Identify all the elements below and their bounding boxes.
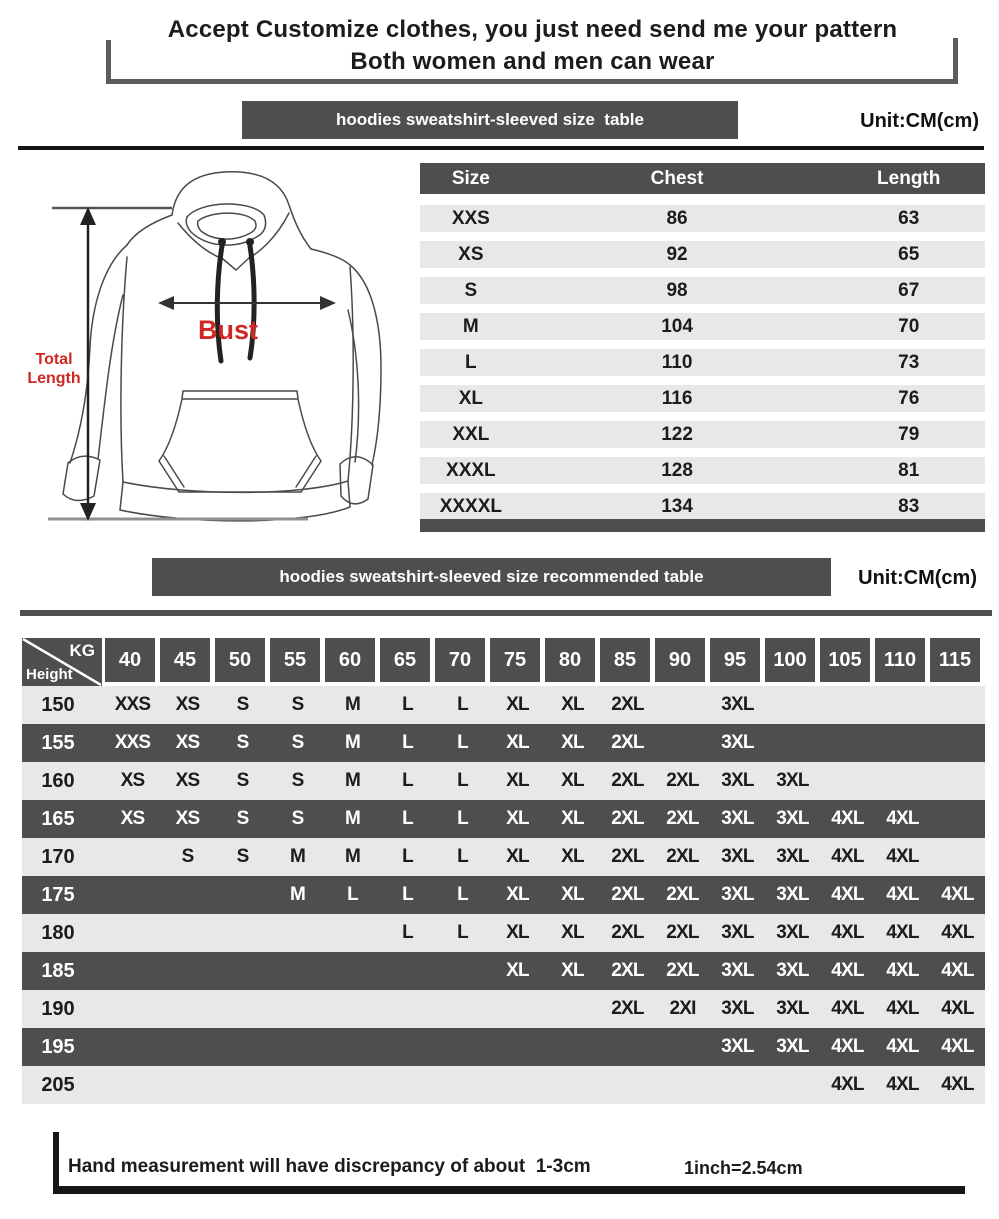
size-table-cell-chest: 116: [661, 388, 693, 409]
size-table-cell-size: S: [464, 280, 478, 301]
matrix-cell: 3XL: [776, 922, 809, 943]
bust-label: Bust: [198, 315, 258, 345]
matrix-cell: S: [236, 808, 249, 829]
matrix-cell: XL: [506, 922, 529, 943]
matrix-cell: 4XL: [831, 960, 864, 981]
matrix-cell: 2XL: [666, 808, 699, 829]
matrix-cell: 3XL: [721, 770, 754, 791]
matrix-row-label: 190: [41, 998, 75, 1020]
pocket-top-band: [182, 391, 298, 399]
matrix-cell: M: [344, 808, 361, 829]
size-table-cell-size: XXL: [452, 424, 490, 445]
size-table-row: [420, 349, 985, 376]
footer-bracket-horizontal: [53, 1186, 965, 1194]
total-length-label-1: Total: [35, 351, 73, 368]
matrix-column-header: 80: [545, 638, 595, 682]
matrix-cell: S: [236, 694, 249, 715]
matrix-cell: 4XL: [941, 1074, 974, 1095]
matrix-row-label: 205: [41, 1074, 75, 1096]
size-table-cell-length: 65: [898, 244, 920, 265]
matrix-row: [22, 762, 985, 800]
size-table-cell-length: 76: [898, 388, 920, 409]
matrix-cell: XL: [561, 732, 584, 753]
matrix-cell: 4XL: [886, 998, 919, 1019]
size-table-cell-length: 63: [898, 208, 920, 229]
size-table-row: [420, 241, 985, 268]
matrix-cell: XL: [561, 922, 584, 943]
matrix-cell: L: [402, 884, 413, 905]
matrix-column-header: 85: [600, 638, 650, 682]
matrix-cell: XL: [506, 732, 529, 753]
measurement-note: Hand measurement will have discrepancy of about 1-3cm: [68, 1156, 591, 1177]
matrix-row: [22, 952, 985, 990]
matrix-cell: 2XL: [611, 770, 644, 791]
matrix-cell: 2XL: [611, 884, 644, 905]
hem-ends: [120, 481, 350, 510]
matrix-row-label: 165: [41, 808, 75, 830]
matrix-cell: L: [457, 694, 468, 715]
size-table-cell-size: XXS: [451, 208, 490, 229]
matrix-cell: L: [457, 884, 468, 905]
title-bracket-left: [106, 40, 111, 84]
sleeve-left-inner: [98, 295, 123, 459]
pocket-slit-left: [159, 456, 184, 492]
bust-arrow: [158, 296, 336, 310]
matrix-cell: M: [344, 770, 361, 791]
matrix-column-header: 90: [655, 638, 705, 682]
matrix-cell: XL: [561, 694, 584, 715]
cuff-left: [63, 456, 100, 500]
size-table-cell-size: XXXXL: [439, 496, 502, 517]
matrix-corner-cell: [22, 638, 102, 686]
size-table-cell-chest: 92: [666, 244, 688, 265]
matrix-cell: XL: [506, 960, 529, 981]
size-table-cell-length: 73: [898, 352, 920, 373]
matrix-cell: XS: [120, 808, 145, 829]
matrix-row: [22, 800, 985, 838]
size-table-cell-length: 79: [898, 424, 920, 445]
matrix-cell: S: [291, 694, 304, 715]
title-bracket-right: [953, 38, 958, 84]
size-table-cell-chest: 86: [666, 208, 688, 229]
matrix-cell: 3XL: [721, 922, 754, 943]
matrix-row-label: 150: [41, 694, 75, 716]
matrix-cell: 3XL: [721, 960, 754, 981]
matrix-cell: S: [291, 808, 304, 829]
matrix-cell: 2XL: [666, 846, 699, 867]
matrix-cell: XL: [561, 884, 584, 905]
matrix-cell: 4XL: [886, 1036, 919, 1057]
matrix-column-header: 95: [710, 638, 760, 682]
matrix-cell: 2XL: [611, 998, 644, 1019]
matrix-column-header: 40: [105, 638, 155, 682]
unit-label-1: Unit:CM(cm): [860, 110, 979, 132]
size-table-cell-chest: 104: [661, 316, 693, 337]
size-table-row: [420, 277, 985, 304]
hem-top: [123, 481, 348, 492]
size-table-rows: [420, 205, 985, 520]
corner-height-label: Height: [26, 666, 73, 683]
matrix-cell: 4XL: [941, 1036, 974, 1057]
matrix-cell: XS: [175, 732, 200, 753]
matrix-cell: XS: [175, 694, 200, 715]
matrix-cell: 2XI: [669, 998, 696, 1019]
matrix-row-label: 180: [41, 922, 75, 944]
footer-bracket-vertical: [53, 1132, 59, 1192]
size-table: [420, 163, 985, 529]
matrix-cell: XL: [506, 846, 529, 867]
size-table-row: [420, 313, 985, 340]
matrix-cell: S: [236, 732, 249, 753]
matrix-cell: XL: [561, 960, 584, 981]
matrix-cell: 2XL: [611, 922, 644, 943]
matrix-row: [22, 876, 985, 914]
neck-v: [223, 258, 249, 270]
matrix-row: [22, 686, 985, 724]
matrix-row-label: 175: [41, 884, 75, 906]
matrix-cell: M: [344, 694, 361, 715]
matrix-cell: XS: [175, 808, 200, 829]
matrix-cell: 2XL: [611, 846, 644, 867]
matrix-row: [22, 1066, 985, 1104]
matrix-cell: 3XL: [776, 846, 809, 867]
size-table-cell-chest: 110: [661, 352, 693, 373]
size-table-cell-size: XXXL: [446, 460, 496, 481]
size-table-row: [420, 493, 985, 520]
matrix-cell: XL: [561, 770, 584, 791]
hoodie-diagram: [10, 165, 415, 550]
matrix-column-header: 65: [380, 638, 430, 682]
matrix-cell: 3XL: [776, 1036, 809, 1057]
matrix-cell: 4XL: [886, 884, 919, 905]
matrix-cell: 3XL: [776, 960, 809, 981]
matrix-cell: 3XL: [721, 1036, 754, 1057]
matrix-column-header: 100: [765, 638, 815, 682]
title-underline: [106, 79, 958, 84]
matrix-cell: M: [344, 732, 361, 753]
size-table-cell-length: 81: [898, 460, 920, 481]
size-table-row: [420, 457, 985, 484]
matrix-column-header: 105: [820, 638, 870, 682]
matrix-cell: M: [289, 846, 306, 867]
matrix-cell: 2XL: [611, 960, 644, 981]
size-table-cell-size: L: [465, 352, 477, 373]
matrix-cell: XXS: [114, 694, 151, 715]
size-table-cell-size: XS: [458, 244, 484, 265]
size-table-cell-chest: 128: [661, 460, 693, 481]
matrix-row-label: 185: [41, 960, 75, 982]
matrix-cell: XS: [175, 770, 200, 791]
matrix-cell: 4XL: [941, 960, 974, 981]
matrix-cell: 4XL: [831, 922, 864, 943]
matrix-cell: L: [402, 808, 413, 829]
pocket-side-right: [298, 399, 321, 461]
matrix-column-header: 75: [490, 638, 540, 682]
matrix-cell: 3XL: [721, 732, 754, 753]
matrix-cell: 3XL: [776, 998, 809, 1019]
size-table-row: [420, 421, 985, 448]
matrix-cell: XL: [561, 846, 584, 867]
matrix-cell: 3XL: [776, 770, 809, 791]
matrix-row: [22, 724, 985, 762]
matrix-column-header: 70: [435, 638, 485, 682]
matrix-row-label: 160: [41, 770, 75, 792]
matrix-row: [22, 1028, 985, 1066]
hood-fold-right: [249, 213, 289, 258]
total-length-arrow: [48, 207, 308, 521]
matrix-cell: XXS: [114, 732, 151, 753]
size-table-header: [420, 163, 985, 194]
matrix-cell: XL: [506, 770, 529, 791]
size-table-row: [420, 385, 985, 412]
hood-fold-left: [178, 223, 223, 259]
matrix-cell: S: [181, 846, 194, 867]
matrix-cell: 3XL: [776, 808, 809, 829]
matrix-row-label: 170: [41, 846, 75, 868]
matrix-cell: L: [402, 770, 413, 791]
matrix-cell: 4XL: [886, 808, 919, 829]
sleeve-left-outer: [70, 245, 127, 463]
divider-line-1: [18, 146, 984, 150]
matrix-column-header: 55: [270, 638, 320, 682]
cuff-right: [340, 457, 373, 504]
matrix-cell: L: [457, 846, 468, 867]
matrix-cell: 4XL: [831, 846, 864, 867]
matrix-cell: 2XL: [666, 922, 699, 943]
matrix-cell: L: [457, 922, 468, 943]
size-table-header-length: Length: [877, 168, 941, 189]
matrix-cell: 4XL: [941, 998, 974, 1019]
matrix-row: [22, 914, 985, 952]
matrix-cell: XL: [506, 808, 529, 829]
matrix-cell: 3XL: [721, 846, 754, 867]
body-side-left: [121, 257, 127, 482]
recommended-table-banner: hoodies sweatshirt-sleeved size recommended table: [152, 558, 831, 596]
matrix-cell: 2XL: [611, 732, 644, 753]
hood-opening-inner: [198, 213, 256, 239]
matrix-cell: 3XL: [776, 884, 809, 905]
pocket-side-left: [159, 399, 182, 461]
shoulder-right: [311, 249, 350, 265]
size-table-cell-length: 70: [898, 316, 920, 337]
matrix-column-header: 50: [215, 638, 265, 682]
matrix-column-header: 60: [325, 638, 375, 682]
matrix-cell: 4XL: [886, 922, 919, 943]
matrix-cell: S: [291, 770, 304, 791]
body-side-right: [348, 267, 353, 481]
matrix-row-label: 195: [41, 1036, 75, 1058]
matrix-cell: 2XL: [666, 770, 699, 791]
matrix-cell: S: [236, 770, 249, 791]
size-table-cell-length: 67: [898, 280, 920, 301]
matrix-cell: L: [457, 808, 468, 829]
matrix-row: [22, 990, 985, 1028]
matrix-cell: 4XL: [886, 1074, 919, 1095]
matrix-cell: M: [344, 846, 361, 867]
page-subtitle: Both women and men can wear: [350, 48, 715, 75]
matrix-row-label: 155: [41, 732, 75, 754]
total-length-label-2: Length: [27, 370, 81, 387]
size-table-cell-size: M: [462, 316, 479, 337]
matrix-cell: L: [347, 884, 358, 905]
matrix-cell: 4XL: [831, 1036, 864, 1057]
size-table-cell-chest: 98: [666, 280, 688, 301]
matrix-cell: 4XL: [831, 884, 864, 905]
matrix-cell: L: [402, 846, 413, 867]
matrix-cell: L: [457, 732, 468, 753]
matrix-cell: XL: [561, 808, 584, 829]
matrix-cell: 3XL: [721, 998, 754, 1019]
sleeve-right-outer: [350, 265, 381, 465]
matrix-cell: 4XL: [831, 1074, 864, 1095]
page-title: Accept Customize clothes, you just need send me your pattern: [167, 16, 898, 43]
matrix-cell: 4XL: [886, 960, 919, 981]
matrix-cell: 4XL: [831, 998, 864, 1019]
size-table-header-chest: Chest: [650, 168, 704, 189]
size-table-bottom-bar: [420, 519, 985, 532]
inch-conversion-note: 1inch=2.54cm: [684, 1158, 803, 1178]
size-table-cell-size: XL: [458, 388, 483, 409]
matrix-cell: 3XL: [721, 808, 754, 829]
matrix-cell: XL: [506, 884, 529, 905]
divider-line-2: [20, 610, 992, 616]
matrix-cell: 3XL: [721, 884, 754, 905]
matrix-cell: 2XL: [666, 884, 699, 905]
corner-kg-label: KG: [69, 641, 95, 660]
size-table-header-size: Size: [451, 168, 490, 189]
size-table-cell-length: 83: [898, 496, 920, 517]
matrix-column-header: 115: [930, 638, 980, 682]
size-table-cell-chest: 122: [661, 424, 693, 445]
matrix-cell: M: [289, 884, 306, 905]
pocket-slit-right: [296, 456, 321, 492]
size-table-cell-chest: 134: [661, 496, 693, 517]
matrix-cell: 2XL: [611, 694, 644, 715]
matrix-cell: 4XL: [941, 922, 974, 943]
matrix-cell: S: [291, 732, 304, 753]
size-table-banner: hoodies sweatshirt-sleeved size table: [242, 101, 738, 139]
matrix-cell: 4XL: [941, 884, 974, 905]
matrix-cell: XL: [506, 694, 529, 715]
matrix-cell: L: [402, 694, 413, 715]
size-table-row: [420, 205, 985, 232]
shoulder-left: [127, 215, 172, 245]
matrix-column-header: 110: [875, 638, 925, 682]
matrix-cell: 2XL: [611, 808, 644, 829]
matrix-cell: L: [402, 732, 413, 753]
matrix-cell: 4XL: [886, 846, 919, 867]
matrix-cell: XS: [120, 770, 145, 791]
matrix-cell: 2XL: [666, 960, 699, 981]
unit-label-2: Unit:CM(cm): [858, 567, 977, 589]
matrix-column-header: 45: [160, 638, 210, 682]
matrix-cell: 3XL: [721, 694, 754, 715]
matrix-cell: L: [457, 770, 468, 791]
matrix-row: [22, 838, 985, 876]
matrix-cell: L: [402, 922, 413, 943]
matrix-cell: S: [236, 846, 249, 867]
matrix-cell: 4XL: [831, 808, 864, 829]
